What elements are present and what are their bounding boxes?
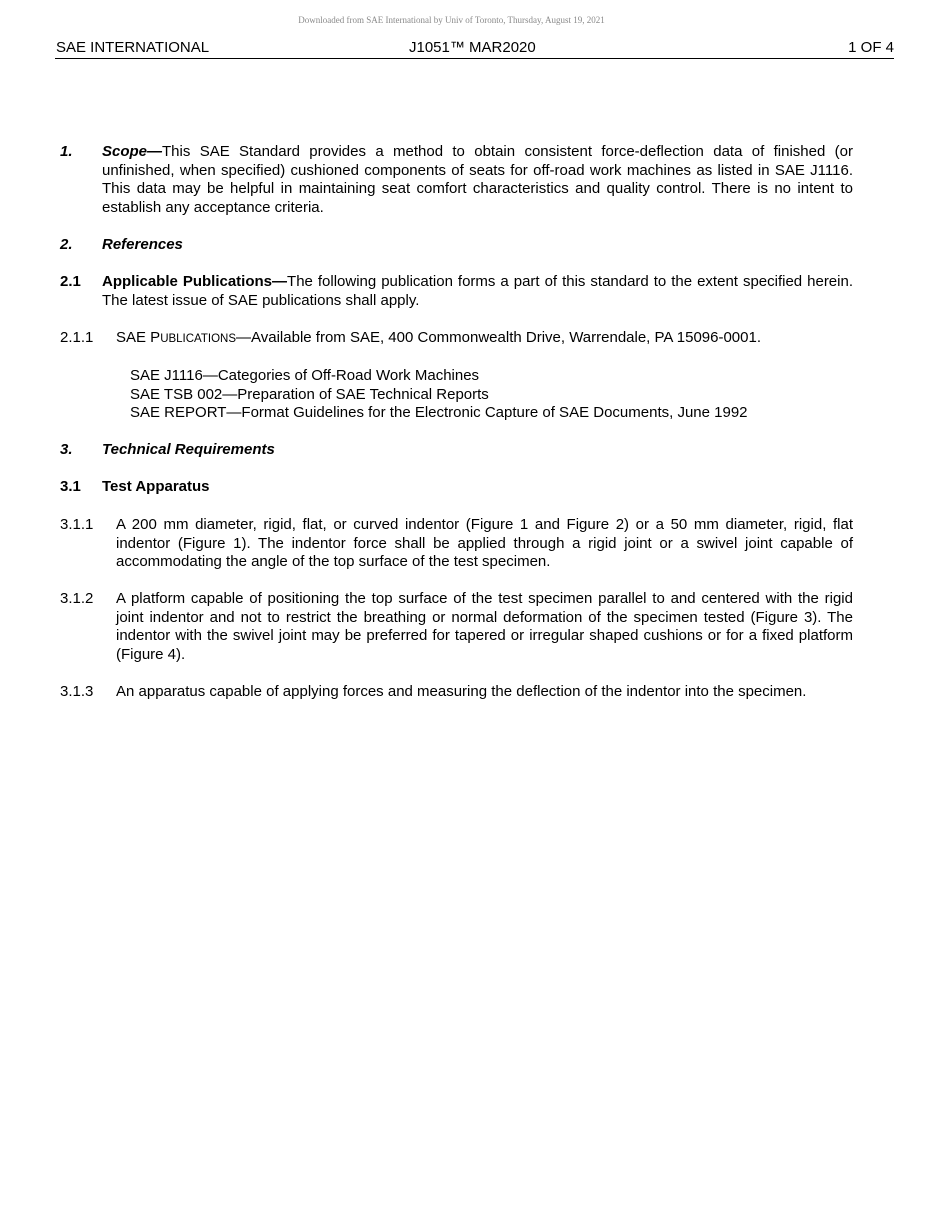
list-item: SAE REPORT—Format Guidelines for the Electronic Capture of SAE Documents, June 1992 bbox=[130, 404, 748, 422]
running-header bbox=[55, 38, 894, 59]
header-organization: SAE INTERNATIONAL bbox=[56, 39, 210, 56]
section-scope bbox=[60, 143, 853, 217]
section-number: 3.1.1 bbox=[60, 516, 94, 533]
section-number: 2.1.1 bbox=[60, 329, 94, 346]
section-title: Applicable Publications— bbox=[102, 273, 288, 290]
list-item: SAE J1116—Categories of Off-Road Work Machines bbox=[130, 367, 480, 384]
section-number: 3. bbox=[60, 441, 73, 458]
section-applicable-publications bbox=[60, 273, 853, 310]
section-text: A platform capable of positioning the top surface of the test specimen parallel to and centered with the rigid joint indentor and not to restrict the breathing or normal deformation of the specimen tested (Figure 3). The indentor with the swivel joint may be preferred for tapered or irregular shaped cushions or for a fixed platform (Figure 4). bbox=[116, 590, 853, 663]
section-item-3-1-1 bbox=[60, 516, 853, 572]
section-number: 3.1.3 bbox=[60, 683, 94, 700]
section-title: Technical Requirements bbox=[102, 441, 275, 458]
section-title: Scope— bbox=[102, 143, 163, 160]
section-item-3-1-2 bbox=[60, 590, 853, 664]
header-document-id: J1051™ MAR2020 bbox=[409, 39, 536, 56]
section-label-smallcaps: UBLICATIONS bbox=[160, 333, 237, 345]
download-watermark: Downloaded from SAE International by Univ of Toronto, Thursday, August 19, 2021 bbox=[298, 15, 605, 25]
list-item: SAE TSB 002—Preparation of SAE Technical Reports bbox=[130, 385, 489, 403]
section-text: An apparatus capable of applying forces and measuring the deflection of the indentor into the specimen. bbox=[116, 683, 807, 700]
section-number: 1. bbox=[60, 143, 73, 160]
section-body bbox=[116, 329, 853, 349]
section-number: 3.1 bbox=[60, 478, 81, 495]
section-technical-requirements bbox=[60, 441, 853, 460]
section-number: 2.1 bbox=[60, 273, 81, 290]
header-page-number: 1 OF 4 bbox=[848, 39, 894, 56]
section-label: SAE P bbox=[116, 329, 161, 346]
section-number: 2. bbox=[60, 236, 73, 253]
section-references bbox=[60, 236, 853, 255]
section-body bbox=[102, 273, 853, 310]
section-test-apparatus bbox=[60, 478, 853, 497]
section-number: 3.1.2 bbox=[60, 590, 94, 607]
section-text: —Available from SAE, 400 Commonwealth Drive, Warrendale, PA 15096-0001. bbox=[236, 329, 762, 346]
section-title: References bbox=[102, 236, 183, 253]
section-body bbox=[102, 143, 853, 217]
section-text: This SAE Standard provides a method to obtain consistent force-deflection data of finished (or unfinished, when specified) cushioned components of seats for off-road work machines as listed in SAE J1116. This data may be helpful in maintaining seat comfort characteristics and quality control. There is no intent to establish any acceptance criteria. bbox=[102, 143, 853, 216]
publication-list bbox=[130, 367, 748, 423]
section-sae-publications bbox=[60, 329, 853, 349]
section-text: The following publication forms a part of this standard to the extent specified herein. The latest issue of SAE publications shall apply. bbox=[102, 273, 853, 309]
section-item-3-1-3 bbox=[60, 683, 853, 702]
section-text: A 200 mm diameter, rigid, flat, or curved indentor (Figure 1 and Figure 2) or a 50 mm diameter, rigid, flat indentor (Figure 1). The indentor force shall be applied through a rigid joint or a swivel joint capable of accommodating the angle of the top surface of the test specimen. bbox=[116, 516, 853, 571]
section-title: Test Apparatus bbox=[102, 478, 210, 495]
